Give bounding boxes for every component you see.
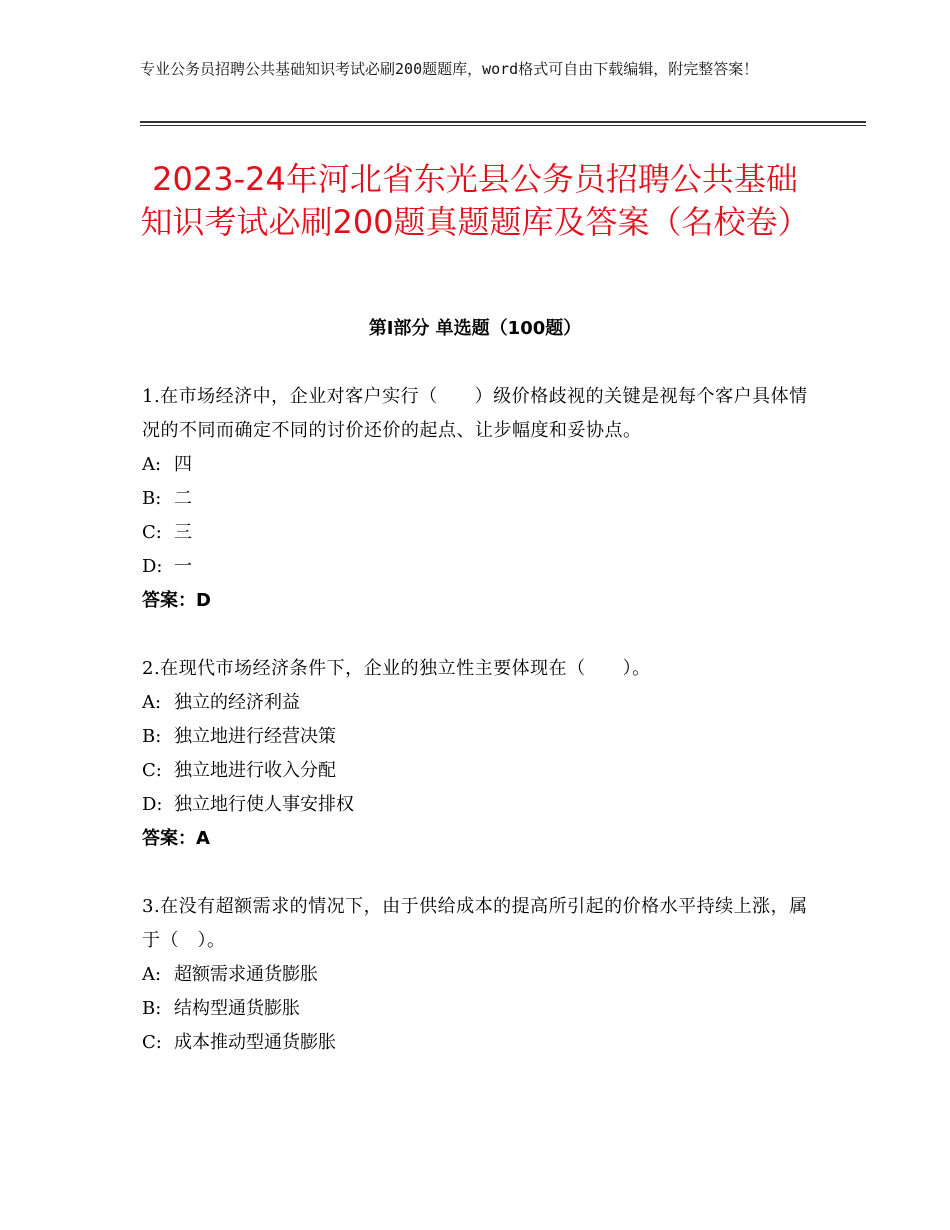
option-text: 一 xyxy=(174,556,192,577)
option-text: 独立地进行经营决策 xyxy=(174,726,336,747)
option-text: 独立地进行收入分配 xyxy=(174,760,336,781)
option-letter: D: xyxy=(142,794,163,815)
option-text: 四 xyxy=(174,454,192,475)
option-letter: C: xyxy=(142,1032,162,1053)
option-a xyxy=(142,686,822,720)
option-letter: C: xyxy=(142,760,162,781)
option-text: 结构型通货膨胀 xyxy=(174,998,300,1019)
option-c xyxy=(142,1026,822,1060)
option-d xyxy=(142,550,822,584)
option-c xyxy=(142,754,822,788)
question-list xyxy=(142,380,822,1094)
option-text: 超额需求通货膨胀 xyxy=(174,964,318,985)
option-text: 三 xyxy=(174,522,192,543)
option-b xyxy=(142,482,822,516)
option-b xyxy=(142,992,822,1026)
option-a xyxy=(142,958,822,992)
question-stem: 1.在市场经济中，企业对客户实行（ ）级价格歧视的关键是视每个客户具体情况的不同而确定不同的讨价还价的起点、让步幅度和妥协点。 xyxy=(142,386,808,441)
option-letter: A: xyxy=(142,692,162,713)
question-stem: 2.在现代市场经济条件下，企业的独立性主要体现在（ ）。 xyxy=(142,658,651,679)
option-letter: B: xyxy=(142,726,162,747)
option-letter: B: xyxy=(142,488,162,509)
option-letter: B: xyxy=(142,998,162,1019)
option-letter: D: xyxy=(142,556,163,577)
option-text: 成本推动型通货膨胀 xyxy=(174,1032,336,1053)
option-text: 独立的经济利益 xyxy=(174,692,300,713)
option-letter: C: xyxy=(142,522,162,543)
document-title: 2023-24年河北省东光县公务员招聘公共基础知识考试必刷200题真题题库及答案（名校卷） xyxy=(140,160,810,241)
question-3 xyxy=(142,890,822,1060)
question-2 xyxy=(142,652,822,856)
header-divider xyxy=(140,121,866,126)
option-d xyxy=(142,788,822,822)
question-stem: 3.在没有超额需求的情况下，由于供给成本的提高所引起的价格水平持续上涨，属于（ ）。 xyxy=(142,896,808,951)
header-note: 专业公务员招聘公共基础知识考试必刷200题题库，word格式可自由下载编辑，附完整答案！ xyxy=(140,60,759,78)
option-letter: A: xyxy=(142,964,162,985)
answer: 答案：A xyxy=(142,828,210,849)
section-heading: 第Ⅰ部分 单选题（100题） xyxy=(368,318,582,339)
option-a xyxy=(142,448,822,482)
option-text: 独立地行使人事安排权 xyxy=(174,794,354,815)
option-c xyxy=(142,516,822,550)
option-text: 二 xyxy=(174,488,192,509)
option-b xyxy=(142,720,822,754)
answer: 答案：D xyxy=(142,590,211,611)
option-letter: A: xyxy=(142,454,162,475)
question-1 xyxy=(142,380,822,618)
